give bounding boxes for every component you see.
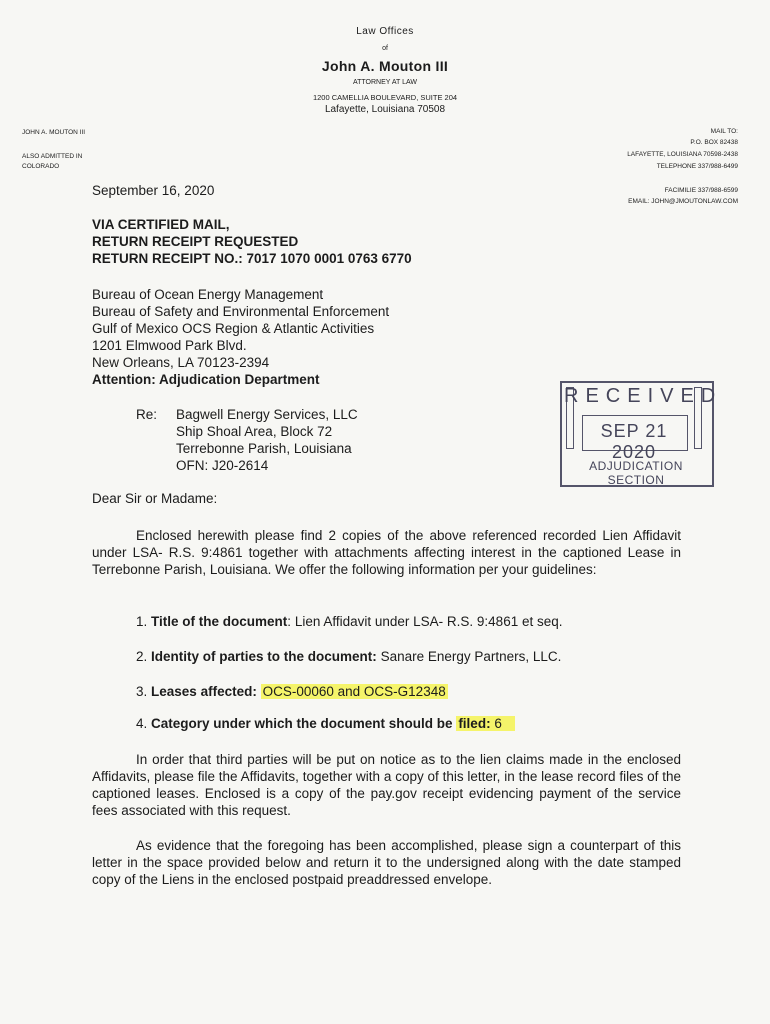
list-item xyxy=(136,683,448,700)
letterhead-of: of xyxy=(382,45,388,52)
left-column-name: JOHN A. MOUTON III xyxy=(22,129,86,136)
letter-date: September 16, 2020 xyxy=(92,183,215,198)
right-column-po-box: P.O. BOX 82438 xyxy=(690,139,738,146)
item-separator: : xyxy=(287,614,295,629)
salutation: Dear Sir or Madame: xyxy=(92,491,218,506)
letterhead-law-offices: Law Offices xyxy=(356,26,414,37)
item-value-highlighted: 6 xyxy=(494,716,502,731)
letterhead-city: Lafayette, Louisiana 70508 xyxy=(324,104,446,115)
recipient-attention: Attention: Adjudication Department xyxy=(92,372,320,387)
right-column-city: LAFAYETTE, LOUISIANA 70598-2438 xyxy=(627,151,738,158)
delivery-line-1: VIA CERTIFIED MAIL, xyxy=(92,217,230,232)
re-line-4: OFN: J20-2614 xyxy=(176,458,269,473)
item-number: 4. xyxy=(136,716,148,731)
delivery-line-3: RETURN RECEIPT NO.: 7017 1070 0001 0763 6770 xyxy=(92,251,412,266)
item-value: Lien Affidavit under LSA- R.S. 9:4861 et seq. xyxy=(294,614,563,629)
right-column-email: EMAIL: JOHN@JMOUTONLAW.COM xyxy=(628,198,738,205)
delivery-line-2: RETURN RECEIPT REQUESTED xyxy=(92,234,299,249)
item-label: Identity of parties to the document: xyxy=(151,649,377,664)
item-label: Title of the document xyxy=(151,614,288,629)
left-column-state: COLORADO xyxy=(22,163,60,170)
recipient-line-3: Gulf of Mexico OCS Region & Atlantic Activities xyxy=(92,321,375,336)
paragraph-1: Enclosed herewith please find 2 copies of the above referenced recorded Lien Affidavit under LSA- R.S. 9:4861 together with attachments affecting interest in the captioned Lease in Terrebonne Parish, Louisiana. We offer the following information per your guidelines: xyxy=(92,528,681,577)
item-value: Sanare Energy Partners, LLC. xyxy=(380,649,562,664)
letterhead-address: 1200 CAMELLIA BOULEVARD, SUITE 204 xyxy=(312,93,458,102)
recipient-line-1: Bureau of Ocean Energy Management xyxy=(92,287,324,302)
letterhead-title: ATTORNEY AT LAW xyxy=(352,79,418,86)
item-label: Leases affected: xyxy=(151,684,257,699)
list-item xyxy=(136,648,561,665)
paragraph-3: As evidence that the foregoing has been accomplished, please sign a counterpart of this letter in the space provided below and return it to the undersigned along with the date stamped copy of the Liens in the enclosed postpaid preaddressed envelope. xyxy=(92,838,681,887)
re-label: Re: xyxy=(136,407,158,422)
item-number: 3. xyxy=(136,684,148,699)
left-column-admitted: ALSO ADMITTED IN xyxy=(22,153,83,160)
re-line-1: Bagwell Energy Services, LLC xyxy=(176,407,358,422)
re-line-3: Terrebonne Parish, Louisiana xyxy=(176,441,352,456)
item-value-highlighted: OCS-00060 and OCS-G12348 xyxy=(262,684,446,699)
list-item xyxy=(136,613,563,630)
item-number: 1. xyxy=(136,614,148,629)
stamp-date: SEP 21 2020 xyxy=(600,421,668,462)
right-column-facsimile: FACIMILIE 337/988-6599 xyxy=(664,187,738,194)
right-column-mail-to: MAIL TO: xyxy=(710,128,738,135)
recipient-line-4: 1201 Elmwood Park Blvd. xyxy=(92,338,247,353)
stamp-section: ADJUDICATION SECTION xyxy=(589,459,683,487)
right-column-telephone: TELEPHONE 337/988-6499 xyxy=(656,163,738,170)
re-line-2: Ship Shoal Area, Block 72 xyxy=(176,424,333,439)
item-label: Category under which the document should be xyxy=(151,716,457,731)
paragraph-2: In order that third parties will be put on notice as to the lien claims made in the enclosed Affidavits, please file the Affidavits, together with a copy of this letter, in the lease record files of the captioned leases. Enclosed is a copy of the pay.gov receipt evidencing payment of the service fees associated with this request. xyxy=(92,752,681,818)
list-item xyxy=(136,715,515,732)
item-number: 2. xyxy=(136,649,148,664)
received-stamp xyxy=(560,381,723,487)
stamp-received-text: RECEIVED xyxy=(564,385,723,407)
item-label-highlighted: filed: xyxy=(458,716,491,731)
recipient-line-2: Bureau of Safety and Environmental Enforcement xyxy=(92,304,390,319)
letterhead-attorney-name: John A. Mouton III xyxy=(321,58,449,74)
recipient-line-5: New Orleans, LA 70123-2394 xyxy=(92,355,270,370)
